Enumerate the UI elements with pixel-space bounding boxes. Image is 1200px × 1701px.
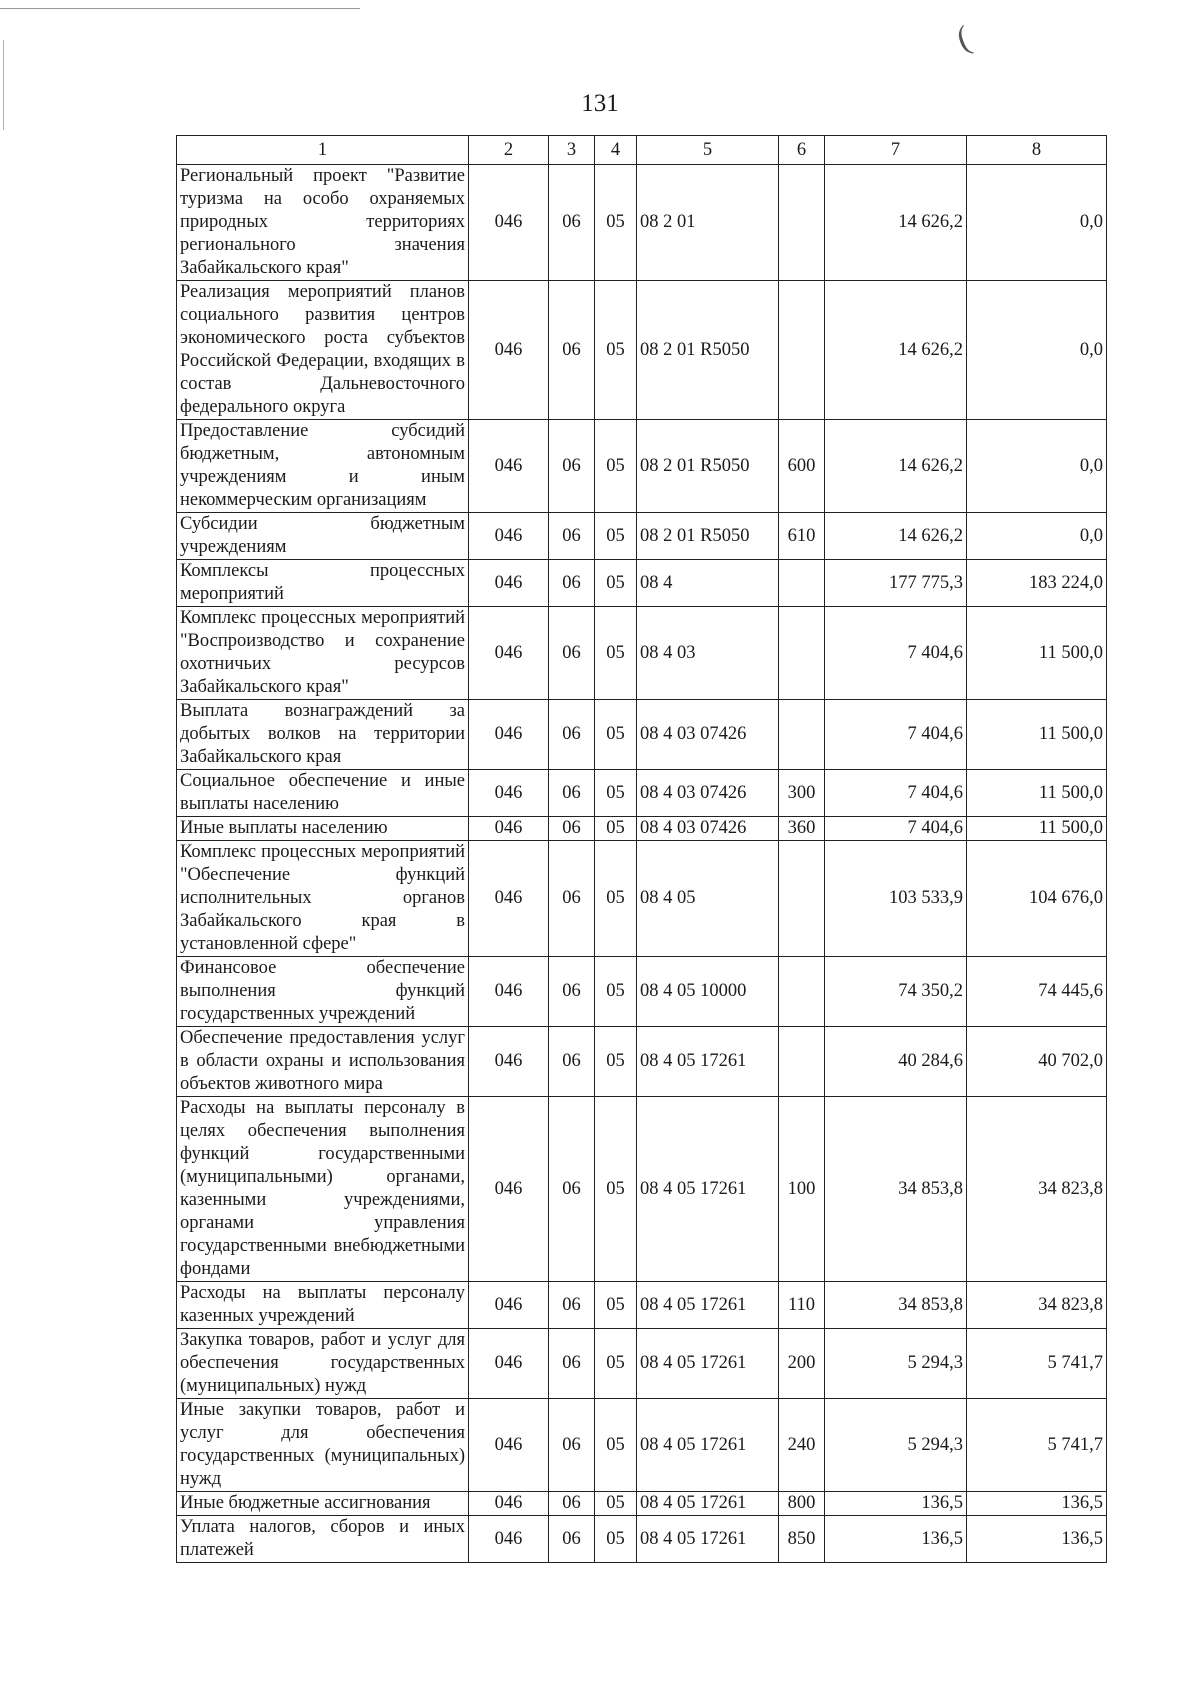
table-row bbox=[177, 957, 1107, 1027]
amount-year-1: 40 284,6 bbox=[825, 1027, 967, 1097]
chapter-code: 046 bbox=[469, 560, 549, 607]
amount-year-2: 0,0 bbox=[967, 420, 1107, 513]
section-code: 06 bbox=[549, 281, 595, 420]
subsection-code: 05 bbox=[595, 1516, 637, 1563]
row-name: Реализация мероприятий планов социального развития центров экономического роста субъектов Российской Федерации, входящих в состав Дальневосточного федерального округа bbox=[177, 281, 469, 420]
amount-year-2: 136,5 bbox=[967, 1492, 1107, 1516]
expense-type-code bbox=[779, 700, 825, 770]
expense-type-code: 110 bbox=[779, 1282, 825, 1329]
subsection-code: 05 bbox=[595, 817, 637, 841]
margin-mark: ( bbox=[951, 19, 976, 58]
amount-year-2: 34 823,8 bbox=[967, 1097, 1107, 1282]
amount-year-1: 7 404,6 bbox=[825, 770, 967, 817]
target-article-code: 08 4 05 17261 bbox=[637, 1329, 779, 1399]
table-row bbox=[177, 1027, 1107, 1097]
amount-year-1: 34 853,8 bbox=[825, 1097, 967, 1282]
header-cell: 4 bbox=[595, 136, 637, 165]
amount-year-1: 177 775,3 bbox=[825, 560, 967, 607]
row-name: Иные закупки товаров, работ и услуг для обеспечения государственных (муниципальных) нужд bbox=[177, 1399, 469, 1492]
subsection-code: 05 bbox=[595, 513, 637, 560]
table-row bbox=[177, 281, 1107, 420]
chapter-code: 046 bbox=[469, 165, 549, 281]
chapter-code: 046 bbox=[469, 420, 549, 513]
section-code: 06 bbox=[549, 841, 595, 957]
target-article-code: 08 2 01 bbox=[637, 165, 779, 281]
row-name: Региональный проект "Развитие туризма на особо охраняемых природных территориях регионального значения Забайкальского края" bbox=[177, 165, 469, 281]
subsection-code: 05 bbox=[595, 841, 637, 957]
expense-type-code: 300 bbox=[779, 770, 825, 817]
section-code: 06 bbox=[549, 513, 595, 560]
table-row bbox=[177, 1097, 1107, 1282]
subsection-code: 05 bbox=[595, 700, 637, 770]
amount-year-2: 34 823,8 bbox=[967, 1282, 1107, 1329]
row-name: Комплекс процессных мероприятий "Обеспечение функций исполнительных органов Забайкальского края в установленной сфере" bbox=[177, 841, 469, 957]
section-code: 06 bbox=[549, 1492, 595, 1516]
target-article-code: 08 4 03 07426 bbox=[637, 700, 779, 770]
chapter-code: 046 bbox=[469, 1329, 549, 1399]
chapter-code: 046 bbox=[469, 281, 549, 420]
target-article-code: 08 2 01 R5050 bbox=[637, 420, 779, 513]
subsection-code: 05 bbox=[595, 560, 637, 607]
header-cell: 6 bbox=[779, 136, 825, 165]
chapter-code: 046 bbox=[469, 1027, 549, 1097]
amount-year-2: 0,0 bbox=[967, 165, 1107, 281]
section-code: 06 bbox=[549, 817, 595, 841]
amount-year-2: 5 741,7 bbox=[967, 1399, 1107, 1492]
chapter-code: 046 bbox=[469, 817, 549, 841]
chapter-code: 046 bbox=[469, 841, 549, 957]
expense-type-code: 240 bbox=[779, 1399, 825, 1492]
row-name: Предоставление субсидий бюджетным, автономным учреждениям и иным некоммерческим организациям bbox=[177, 420, 469, 513]
budget-table bbox=[176, 135, 1107, 1563]
expense-type-code bbox=[779, 1027, 825, 1097]
table-row bbox=[177, 1329, 1107, 1399]
amount-year-1: 74 350,2 bbox=[825, 957, 967, 1027]
amount-year-2: 40 702,0 bbox=[967, 1027, 1107, 1097]
row-name: Расходы на выплаты персоналу в целях обеспечения выполнения функций государственными (муниципальными) органами, казенными учреждениями, органами управления государственными внебюджетными фондами bbox=[177, 1097, 469, 1282]
amount-year-2: 5 741,7 bbox=[967, 1329, 1107, 1399]
subsection-code: 05 bbox=[595, 770, 637, 817]
chapter-code: 046 bbox=[469, 700, 549, 770]
amount-year-1: 7 404,6 bbox=[825, 817, 967, 841]
header-cell: 1 bbox=[177, 136, 469, 165]
table-row bbox=[177, 513, 1107, 560]
section-code: 06 bbox=[549, 165, 595, 281]
target-article-code: 08 4 05 17261 bbox=[637, 1492, 779, 1516]
table-row bbox=[177, 165, 1107, 281]
target-article-code: 08 4 05 10000 bbox=[637, 957, 779, 1027]
subsection-code: 05 bbox=[595, 1399, 637, 1492]
target-article-code: 08 4 05 17261 bbox=[637, 1516, 779, 1563]
section-code: 06 bbox=[549, 957, 595, 1027]
expense-type-code: 200 bbox=[779, 1329, 825, 1399]
target-article-code: 08 4 bbox=[637, 560, 779, 607]
expense-type-code: 610 bbox=[779, 513, 825, 560]
amount-year-1: 14 626,2 bbox=[825, 513, 967, 560]
target-article-code: 08 2 01 R5050 bbox=[637, 513, 779, 560]
chapter-code: 046 bbox=[469, 1097, 549, 1282]
amount-year-2: 74 445,6 bbox=[967, 957, 1107, 1027]
table-row bbox=[177, 770, 1107, 817]
expense-type-code bbox=[779, 607, 825, 700]
row-name: Комплексы процессных мероприятий bbox=[177, 560, 469, 607]
table-row bbox=[177, 700, 1107, 770]
amount-year-2: 136,5 bbox=[967, 1516, 1107, 1563]
section-code: 06 bbox=[549, 1282, 595, 1329]
target-article-code: 08 4 03 bbox=[637, 607, 779, 700]
expense-type-code: 360 bbox=[779, 817, 825, 841]
expense-type-code bbox=[779, 957, 825, 1027]
amount-year-2: 0,0 bbox=[967, 281, 1107, 420]
amount-year-2: 11 500,0 bbox=[967, 770, 1107, 817]
amount-year-1: 14 626,2 bbox=[825, 420, 967, 513]
row-name: Иные бюджетные ассигнования bbox=[177, 1492, 469, 1516]
expense-type-code bbox=[779, 281, 825, 420]
chapter-code: 046 bbox=[469, 1282, 549, 1329]
amount-year-1: 136,5 bbox=[825, 1516, 967, 1563]
table-row bbox=[177, 1516, 1107, 1563]
table-row bbox=[177, 1399, 1107, 1492]
section-code: 06 bbox=[549, 560, 595, 607]
section-code: 06 bbox=[549, 1399, 595, 1492]
row-name: Финансовое обеспечение выполнения функций государственных учреждений bbox=[177, 957, 469, 1027]
subsection-code: 05 bbox=[595, 1282, 637, 1329]
amount-year-2: 0,0 bbox=[967, 513, 1107, 560]
target-article-code: 08 4 05 17261 bbox=[637, 1027, 779, 1097]
table-row bbox=[177, 560, 1107, 607]
amount-year-1: 14 626,2 bbox=[825, 165, 967, 281]
amount-year-2: 11 500,0 bbox=[967, 700, 1107, 770]
header-cell: 7 bbox=[825, 136, 967, 165]
amount-year-2: 183 224,0 bbox=[967, 560, 1107, 607]
section-code: 06 bbox=[549, 1516, 595, 1563]
table-row bbox=[177, 841, 1107, 957]
table-row bbox=[177, 1492, 1107, 1516]
subsection-code: 05 bbox=[595, 1027, 637, 1097]
subsection-code: 05 bbox=[595, 957, 637, 1027]
section-code: 06 bbox=[549, 607, 595, 700]
chapter-code: 046 bbox=[469, 607, 549, 700]
amount-year-1: 34 853,8 bbox=[825, 1282, 967, 1329]
section-code: 06 bbox=[549, 420, 595, 513]
subsection-code: 05 bbox=[595, 1492, 637, 1516]
amount-year-1: 5 294,3 bbox=[825, 1399, 967, 1492]
subsection-code: 05 bbox=[595, 281, 637, 420]
target-article-code: 08 4 03 07426 bbox=[637, 817, 779, 841]
expense-type-code: 600 bbox=[779, 420, 825, 513]
scan-artifact-line bbox=[0, 8, 360, 9]
chapter-code: 046 bbox=[469, 513, 549, 560]
amount-year-1: 14 626,2 bbox=[825, 281, 967, 420]
row-name: Уплата налогов, сборов и иных платежей bbox=[177, 1516, 469, 1563]
target-article-code: 08 4 05 17261 bbox=[637, 1399, 779, 1492]
row-name: Закупка товаров, работ и услуг для обеспечения государственных (муниципальных) нужд bbox=[177, 1329, 469, 1399]
row-name: Выплата вознаграждений за добытых волков на территории Забайкальского края bbox=[177, 700, 469, 770]
subsection-code: 05 bbox=[595, 165, 637, 281]
subsection-code: 05 bbox=[595, 1097, 637, 1282]
target-article-code: 08 4 05 17261 bbox=[637, 1282, 779, 1329]
target-article-code: 08 4 05 17261 bbox=[637, 1097, 779, 1282]
row-name: Обеспечение предоставления услуг в области охраны и использования объектов животного мира bbox=[177, 1027, 469, 1097]
header-cell: 5 bbox=[637, 136, 779, 165]
amount-year-2: 104 676,0 bbox=[967, 841, 1107, 957]
section-code: 06 bbox=[549, 770, 595, 817]
row-name: Расходы на выплаты персоналу казенных учреждений bbox=[177, 1282, 469, 1329]
amount-year-1: 136,5 bbox=[825, 1492, 967, 1516]
chapter-code: 046 bbox=[469, 1492, 549, 1516]
subsection-code: 05 bbox=[595, 607, 637, 700]
amount-year-1: 103 533,9 bbox=[825, 841, 967, 957]
expense-type-code: 850 bbox=[779, 1516, 825, 1563]
expense-type-code: 100 bbox=[779, 1097, 825, 1282]
chapter-code: 046 bbox=[469, 1399, 549, 1492]
subsection-code: 05 bbox=[595, 1329, 637, 1399]
expense-type-code bbox=[779, 841, 825, 957]
table-header-row bbox=[177, 136, 1107, 165]
header-cell: 2 bbox=[469, 136, 549, 165]
chapter-code: 046 bbox=[469, 770, 549, 817]
amount-year-2: 11 500,0 bbox=[967, 817, 1107, 841]
table-row bbox=[177, 420, 1107, 513]
section-code: 06 bbox=[549, 700, 595, 770]
row-name: Социальное обеспечение и иные выплаты населению bbox=[177, 770, 469, 817]
amount-year-2: 11 500,0 bbox=[967, 607, 1107, 700]
amount-year-1: 7 404,6 bbox=[825, 607, 967, 700]
chapter-code: 046 bbox=[469, 957, 549, 1027]
subsection-code: 05 bbox=[595, 420, 637, 513]
table-row bbox=[177, 1282, 1107, 1329]
expense-type-code: 800 bbox=[779, 1492, 825, 1516]
table-row bbox=[177, 607, 1107, 700]
page-number: 131 bbox=[581, 90, 619, 117]
section-code: 06 bbox=[549, 1097, 595, 1282]
target-article-code: 08 4 05 bbox=[637, 841, 779, 957]
chapter-code: 046 bbox=[469, 1516, 549, 1563]
row-name: Иные выплаты населению bbox=[177, 817, 469, 841]
amount-year-1: 7 404,6 bbox=[825, 700, 967, 770]
row-name: Субсидии бюджетным учреждениям bbox=[177, 513, 469, 560]
expense-type-code bbox=[779, 165, 825, 281]
header-cell: 3 bbox=[549, 136, 595, 165]
table-row bbox=[177, 817, 1107, 841]
section-code: 06 bbox=[549, 1027, 595, 1097]
row-name: Комплекс процессных мероприятий "Воспроизводство и сохранение охотничьих ресурсов Забайкальского края" bbox=[177, 607, 469, 700]
section-code: 06 bbox=[549, 1329, 595, 1399]
expense-type-code bbox=[779, 560, 825, 607]
amount-year-1: 5 294,3 bbox=[825, 1329, 967, 1399]
target-article-code: 08 2 01 R5050 bbox=[637, 281, 779, 420]
target-article-code: 08 4 03 07426 bbox=[637, 770, 779, 817]
header-cell: 8 bbox=[967, 136, 1107, 165]
